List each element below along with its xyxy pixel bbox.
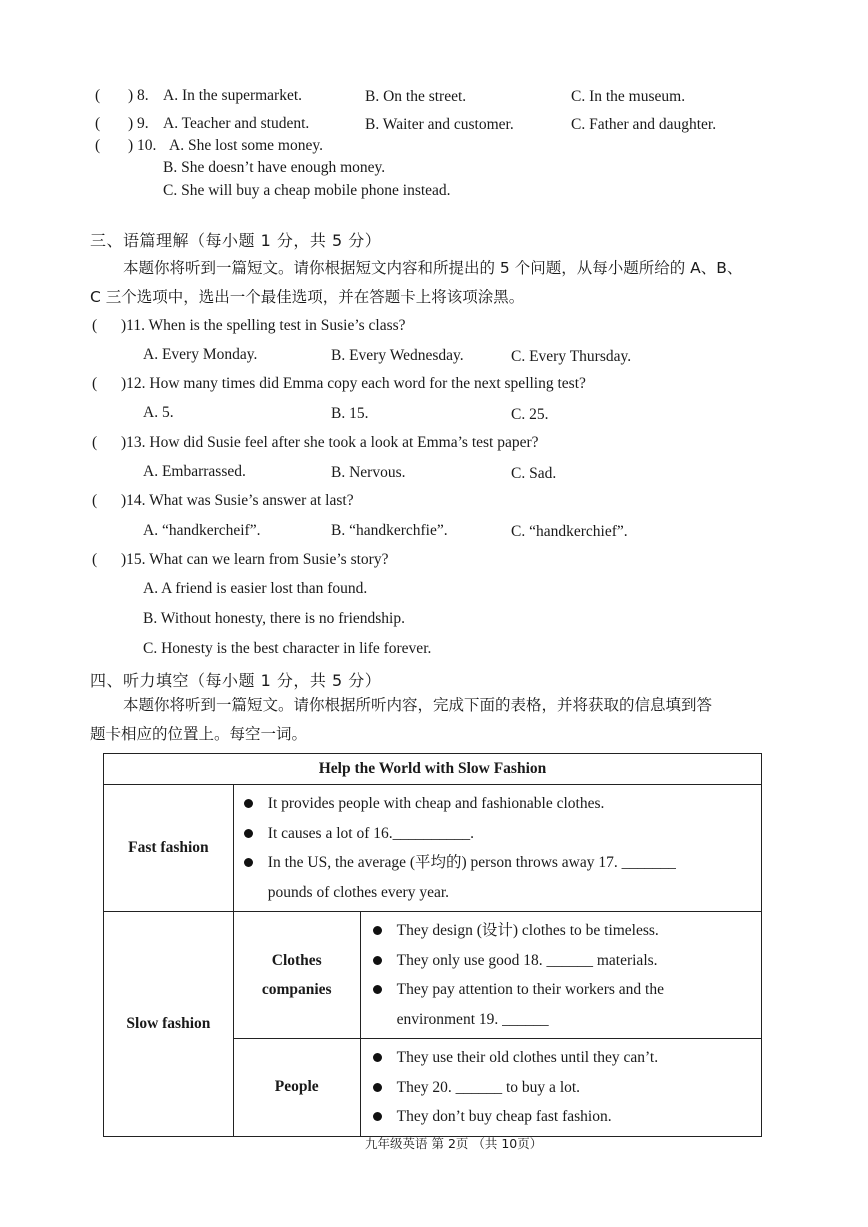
list-item: It provides people with cheap and fashionable clothes.: [242, 789, 755, 819]
slow-fashion-label: Slow fashion: [104, 912, 234, 1137]
q12-option-c: C. 25.: [511, 406, 549, 423]
list-item-continuation: environment 19. ______: [396, 1010, 549, 1028]
q9-option-a: A. Teacher and student.: [163, 115, 310, 132]
slow-fashion-table: [103, 753, 762, 1137]
q10-number: ) 10.: [128, 137, 157, 154]
q14-option-b: B. “handkerchfie”.: [331, 522, 448, 539]
bullet-icon: [373, 956, 382, 965]
q15-stem: )15. What can we learn from Susie’s story?: [121, 551, 389, 568]
list-item: They pay attention to their workers and the: [371, 975, 755, 1005]
q10-option-c: C. She will buy a cheap mobile phone instead.: [163, 182, 451, 199]
table-title: Help the World with Slow Fashion: [104, 754, 762, 785]
bullet-icon: [244, 858, 253, 867]
bullet-icon: [373, 985, 382, 994]
page-footer: 九年级英语 第 2页 （共 10页）: [365, 1136, 543, 1151]
q11-option-c: C. Every Thursday.: [511, 348, 632, 365]
q13-option-c: C. Sad.: [511, 465, 557, 482]
section3-instruction-line2: C 三个选项中，选出一个最佳选项，并在答题卡上将该项涂黑。: [90, 288, 525, 306]
q11-paren: (: [92, 317, 98, 334]
people-label: People: [233, 1039, 360, 1137]
list-item: In the US, the average (平均的) person throws away 17. _______: [242, 848, 755, 878]
list-item: They design (设计) clothes to be timeless.: [371, 916, 755, 946]
clothes-label-line1: Clothes: [271, 952, 322, 969]
clothes-companies-label: [233, 912, 360, 1039]
bullet-icon: [244, 799, 253, 808]
q15-option-a: A. A friend is easier lost than found.: [143, 580, 368, 597]
list-item-continuation: pounds of clothes every year.: [267, 883, 450, 901]
q10-paren: (: [95, 137, 101, 154]
q10-option-b: B. She doesn’t have enough money.: [163, 159, 386, 176]
q12-stem: )12. How many times did Emma copy each word for the next spelling test?: [121, 375, 586, 392]
q9-option-b: B. Waiter and customer.: [365, 116, 514, 133]
q8-paren: (: [95, 87, 101, 104]
clothes-label-line2: companies: [261, 981, 332, 998]
q9-option-c: C. Father and daughter.: [571, 116, 717, 133]
q8-number: ) 8.: [128, 87, 149, 104]
q10-option-a: A. She lost some money.: [169, 137, 323, 154]
q15-paren: (: [92, 551, 98, 568]
q14-option-a: A. “handkercheif”.: [143, 522, 261, 539]
q11-stem: )11. When is the spelling test in Susie’s class?: [121, 317, 406, 334]
people-cell: [360, 1039, 761, 1137]
q13-option-b: B. Nervous.: [331, 464, 406, 481]
section4-instruction-line2: 题卡相应的位置上。每空一词。: [90, 725, 308, 743]
q13-stem: )13. How did Susie feel after she took a look at Emma’s test paper?: [121, 434, 539, 451]
q11-option-b: B. Every Wednesday.: [331, 347, 464, 364]
list-item: They 20. ______ to buy a lot.: [371, 1073, 755, 1103]
list-item: They only use good 18. ______ materials.: [371, 946, 755, 976]
clothes-companies-cell: [360, 912, 761, 1039]
q8-option-c: C. In the museum.: [571, 88, 686, 105]
bullet-icon: [373, 1112, 382, 1121]
bullet-icon: [244, 829, 253, 838]
bullet-icon: [373, 926, 382, 935]
q14-option-c: C. “handkerchief”.: [511, 523, 628, 540]
q14-stem: )14. What was Susie’s answer at last?: [121, 492, 354, 509]
fast-fashion-cell: [233, 785, 761, 912]
q11-option-a: A. Every Monday.: [143, 346, 258, 363]
q12-paren: (: [92, 375, 98, 392]
q12-option-b: B. 15.: [331, 405, 369, 422]
fast-fashion-label: Fast fashion: [104, 785, 234, 912]
q8-option-b: B. On the street.: [365, 88, 467, 105]
q12-option-a: A. 5.: [143, 404, 174, 421]
section4-title: 四、听力填空（每小题 1 分，共 5 分）: [90, 671, 382, 690]
q9-number: ) 9.: [128, 115, 149, 132]
q13-paren: (: [92, 434, 98, 451]
q15-option-c: C. Honesty is the best character in life forever.: [143, 640, 432, 657]
list-item: They don’t buy cheap fast fashion.: [371, 1102, 755, 1132]
section3-instruction-line1: 本题你将听到一篇短文。请你根据短文内容和所提出的 5 个问题，从每小题所给的 A、B、: [123, 259, 743, 277]
q13-option-a: A. Embarrassed.: [143, 463, 246, 480]
section3-title: 三、语篇理解（每小题 1 分，共 5 分）: [90, 231, 382, 250]
bullet-icon: [373, 1053, 382, 1062]
q9-paren: (: [95, 115, 101, 132]
q15-option-b: B. Without honesty, there is no friendship.: [143, 610, 405, 627]
q8-option-a: A. In the supermarket.: [163, 87, 303, 104]
list-item: They use their old clothes until they can’t.: [371, 1043, 755, 1073]
q14-paren: (: [92, 492, 98, 509]
list-item: It causes a lot of 16.__________.: [242, 819, 755, 849]
section4-instruction-line1: 本题你将听到一篇短文。请你根据所听内容，完成下面的表格，并将获取的信息填到答: [123, 696, 713, 714]
bullet-icon: [373, 1083, 382, 1092]
